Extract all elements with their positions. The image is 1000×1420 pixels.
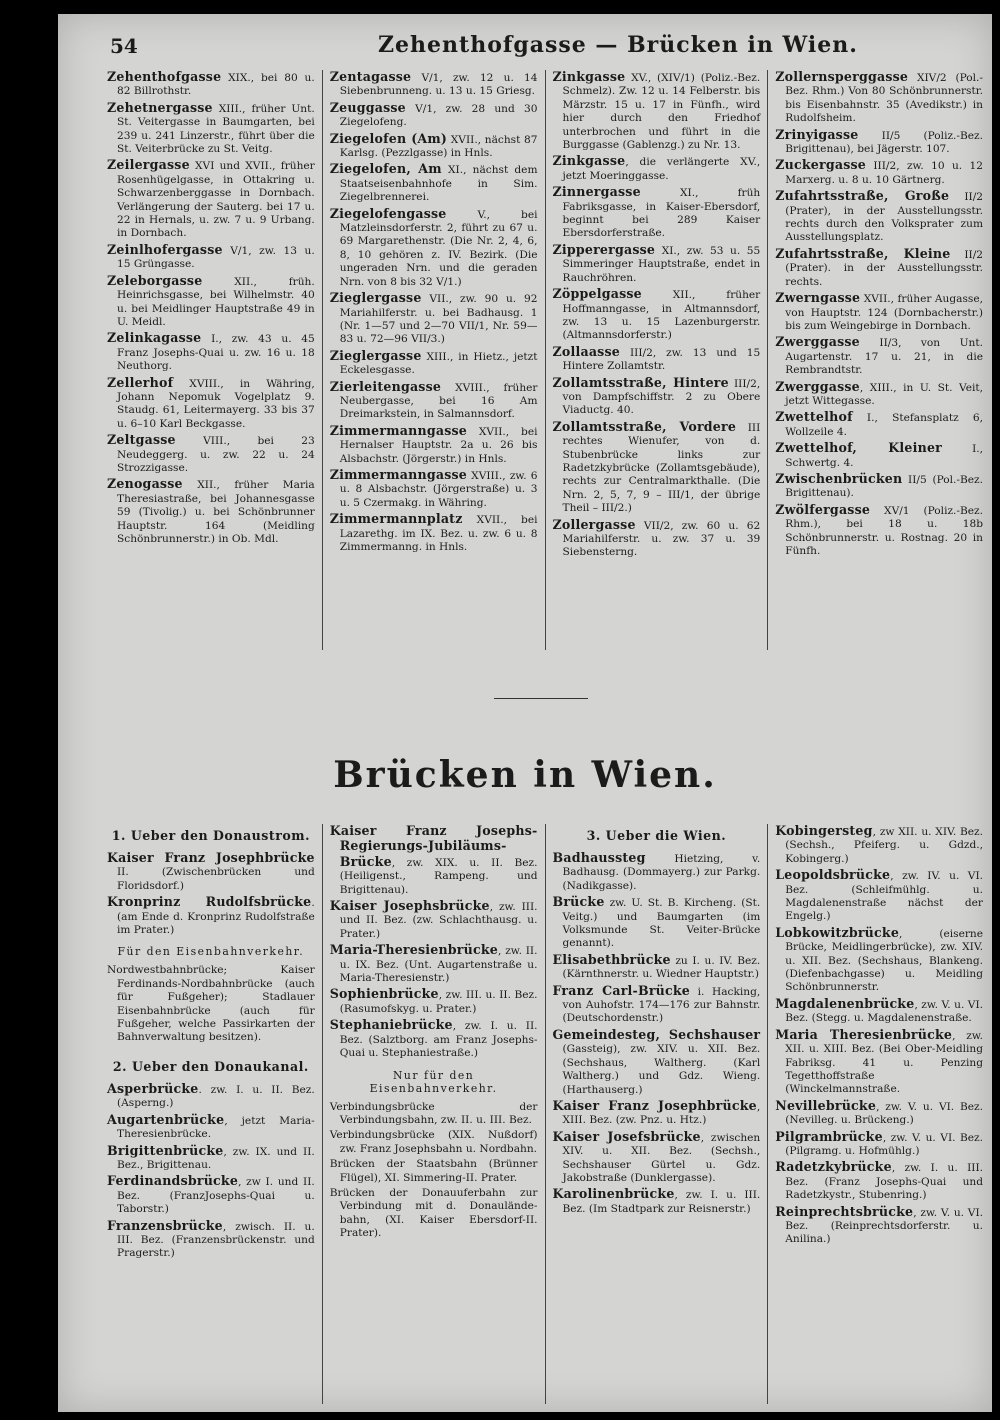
directory-entry: [553, 953, 761, 982]
directory-entry: [107, 274, 315, 330]
entry-text: Verbindungsbrücke (XIX. Nußdorf) zw. Franz Josephsbahn u. Nordbahn.: [329, 1129, 538, 1155]
subheading: Nur für den Eisenbahnverkehr.: [369, 1068, 498, 1095]
entry-headword: Radetzkybrücke: [775, 1159, 892, 1175]
directory-entry: [553, 345, 761, 374]
directory-entry: [107, 331, 315, 373]
entry-text: I., Stefansplatz 6, Wollzeile 4.: [785, 412, 983, 438]
directory-entry: [107, 433, 315, 475]
entry-text: III/2, von Dampfschiffstr. 2 zu Obere Viaductg. 40.: [562, 377, 761, 417]
entry-text: Brücken der Donauuferbahn zur Verbindung mit d. Donaulände-bahn, (XI. Kaiser Ebersdorf-II. Prater).: [329, 1186, 538, 1240]
entry-text: , zwischen XIV. u. XII. Bez. (Sechsh., Sechshauser Gürtel u. Gdz. Jakobstraße (Dunklergasse).: [562, 1131, 761, 1184]
entry-text: II/2 (Prater), in der Ausstellungsstr. rechts durch den Volksprater zum Ausstellungsplatz.: [785, 191, 984, 244]
entry-text: III/2, zw. 10 u. 12 Marxerg. u. 8 u. 10 Gärtnerg.: [785, 160, 983, 186]
street-column-3: [545, 70, 768, 650]
directory-entry: [775, 1099, 983, 1128]
directory-entry: [775, 868, 983, 924]
directory-entry: [775, 997, 983, 1026]
entry-list: [330, 1101, 538, 1241]
entry-text: Hietzing, v. Badhausg. (Dommayerg.) zur Parkg. (Nadikgasse).: [562, 853, 761, 892]
street-column-2: [322, 70, 545, 650]
entry-text: zw. U. St. B. Kircheng. (St. Veitg.) und Baumgarten (im Volksmunde St. Veiter-Brücke genannt).: [562, 897, 761, 950]
directory-entry: [107, 243, 315, 272]
directory-entry: [775, 70, 983, 126]
entry-text: XI., zw. 53 u. 55 Simmeringer Hauptstraße, endet in Rauchröhren.: [562, 244, 761, 284]
directory-entry: [107, 70, 315, 99]
entry-headword: Zinkgasse: [552, 153, 626, 169]
directory-page: [58, 14, 992, 1412]
entry-text: , zw. I. u. II. Bez. (Salztborg. am Franz Josephs-Quai u. Stephaniestraße.): [339, 1020, 538, 1060]
section-heading: 1. Ueber den Donaustrom.: [111, 828, 310, 843]
directory-entry: [107, 376, 315, 432]
entry-text: , zw. I. u. III. Bez. (Franz Josephs-Quai und Radetzkystr., Stubenring.): [785, 1162, 983, 1202]
directory-entry: [330, 291, 538, 347]
entry-text: XII., früh. Heinrichsgasse, bei Wilhelmstr. 40 u. bei Meidlinger Hauptstraße 49 in U. Meidl.: [117, 275, 315, 328]
entry-headword: Zollamtsstraße, Hintere: [552, 374, 729, 390]
entry-text: , zw. V. u. VI. Bez. (Nevilleg. u. Brückeng.): [785, 1100, 983, 1127]
directory-entry: [553, 851, 761, 893]
entry-list: [107, 1082, 315, 1261]
entry-text: XII., früher Hoffmanngasse, in Altmannsdorf, zw. 13 u. 15 Lazenburgerstr. (Altmannsdorferstr.): [562, 289, 761, 342]
directory-entry: [107, 895, 315, 937]
entry-headword: Zimmermanngasse: [329, 422, 467, 438]
bridges-columns: [100, 824, 990, 1404]
entry-text: , zw. V. u. VI. Bez. (Reinprechtsdorferstr. u. Anilina.): [785, 1206, 983, 1246]
directory-entry: [330, 132, 538, 161]
entry-text: , zw I. und II. Bez. (FranzJosephs-Quai u. Taborstr.): [117, 1176, 315, 1216]
entry-headword: Zehenthofgasse: [107, 70, 222, 84]
entry-headword: Ziegelofengasse: [329, 205, 447, 221]
entry-text: XVIII., früher Neubergasse, bei 16 Am Dreimarkstein, in Salmannsdorf.: [339, 381, 538, 421]
entry-text: V/1, zw. 28 und 30 Ziegelofeng.: [339, 102, 538, 129]
entry-text: II/3, von Unt. Augartenstr. 17 u. 21, in die Rembrandtstr.: [785, 337, 983, 377]
entry-headword: Leopoldsbrücke: [775, 867, 891, 883]
entry-headword: Kronprinz Rudolfsbrücke: [107, 894, 312, 910]
directory-entry: [330, 824, 538, 897]
entry-headword: Reinprechtsbrücke: [775, 1203, 914, 1219]
entry-text: VIII., bei 23 Neudeggerg. u. zw. 22 u. 24 Strozzigasse.: [117, 435, 315, 474]
directory-entry: [775, 503, 983, 559]
entry-headword: Zinkgasse: [552, 70, 626, 84]
directory-entry: [775, 1130, 983, 1159]
entry-text: XIX., bei 80 u. 82 Billrothstr.: [117, 72, 315, 98]
entry-text: XVII., nächst 87 Karlsg. (Pezzlgasse) in Hnls.: [339, 133, 538, 160]
street-column-1: [100, 70, 322, 650]
entry-text: II. (Zwischenbrücken und Floridsdorf.): [117, 866, 315, 892]
directory-entry: [330, 1129, 538, 1156]
page-header: [58, 30, 992, 66]
directory-entry: [107, 477, 315, 546]
directory-entry: [330, 899, 538, 941]
entry-headword: Zufahrtsstraße, Große: [775, 188, 950, 204]
bridges-column-4: [767, 824, 990, 1404]
directory-entry: [330, 1018, 538, 1060]
entry-text: (Gassteig), zw. XIV. u. XII. Bez. (Sechshaus, Waltherg. (Karl Waltherg.) und Gdz. Wieng. (Harthauserg.): [562, 1043, 761, 1096]
entry-headword: Brigittenbrücke: [107, 1142, 224, 1158]
entry-text: , XIII., in U. St. Veit, jetzt Wittegasse.: [785, 381, 983, 407]
directory-entry: [775, 247, 983, 289]
entry-headword: Nevillebrücke: [775, 1097, 877, 1113]
entry-headword: Elisabethbrücke: [552, 951, 671, 967]
entry-headword: Ferdinandsbrücke: [107, 1173, 239, 1189]
entry-headword: Zellerhof: [107, 374, 174, 390]
directory-entry: [107, 158, 315, 240]
entry-headword: Kaiser Josephsbrücke: [329, 898, 490, 914]
main-title: Brücken in Wien.: [333, 754, 717, 796]
entry-text: XVII., bei Lazarethg. im IX. Bez. u. zw. 6 u. 8 Zimmermanng. in Hnls.: [339, 514, 538, 553]
entry-headword: Franzensbrücke: [107, 1217, 223, 1233]
entry-text: II/2 (Prater). in der Ausstellungsstr. rechts.: [785, 248, 984, 288]
entry-text: , zw. V. u. VI. Bez. (Stegg. u. Magdalenenstraße.: [785, 998, 983, 1025]
entry-headword: Zollernsperggasse: [775, 70, 909, 84]
entry-headword: Zwölfergasse: [775, 501, 871, 517]
directory-entry: [775, 472, 983, 501]
entry-headword: Lobkowitzbrücke: [775, 924, 900, 940]
directory-entry: [553, 1099, 761, 1128]
entry-headword: Zwerggasse: [775, 334, 860, 350]
bridges-column-1: [100, 824, 322, 1404]
directory-entry: [107, 101, 315, 157]
directory-entry: [330, 349, 538, 378]
entry-headword: Zinnergasse: [552, 184, 641, 200]
entry-headword: Zwettelhof: [775, 409, 853, 425]
entry-text: II/5 (Poliz.-Bez. Brigittenau), bei Jägerstr. 107.: [785, 129, 983, 156]
entry-list: [330, 824, 538, 1061]
entry-headword: Zufahrtsstraße, Kleine: [775, 245, 951, 261]
directory-entry: [775, 189, 983, 245]
entry-text: , zwisch. II. u. III. Bez. (Franzensbrückenstr. und Pragerstr.): [117, 1220, 315, 1260]
page-number: 54: [110, 34, 138, 58]
entry-text: , zw. III. und II. Bez. (zw. Schlachthausg. u. Prater.): [339, 901, 538, 940]
directory-entry: [107, 851, 315, 893]
bridges-column-2: [322, 824, 545, 1404]
entry-headword: Karolinenbrücke: [552, 1186, 675, 1202]
entry-text: Verbindungsbrücke der Verbindungsbahn, zw. II. u. III. Bez.: [329, 1100, 538, 1126]
entry-text: XVIII., in Währing, Johann Nepomuk Vogelplatz 9. Staudg. 61, Leitermayerg. 33 bis 37 u. 6–10 Karl Beckgasse.: [117, 377, 315, 430]
directory-entry: [775, 824, 983, 866]
street-column-4: [767, 70, 990, 650]
entry-headword: Brücke: [552, 894, 605, 910]
directory-entry: [775, 335, 983, 377]
entry-headword: Zelinkagasse: [107, 330, 202, 346]
entry-list: [107, 851, 315, 937]
entry-text: , zw. II. u. IX. Bez. (Unt. Augartenstraße u. Maria-Theresienstr.): [339, 945, 538, 985]
section-divider: [494, 698, 588, 699]
entry-list: [553, 851, 761, 1216]
entry-headword: Asperbrücke: [107, 1080, 199, 1096]
directory-entry: [553, 984, 761, 1026]
entry-text: , zw. I. u. III. Bez. (Im Stadtpark zur Reisnerstr.): [562, 1189, 761, 1215]
entry-headword: Zierleitengasse: [329, 378, 442, 394]
entry-text: V/1, zw. 12 u. 14 Siebenbrunneng. u. 13 u. 15 Griesg.: [339, 72, 538, 98]
entry-headword: Zwerggasse: [775, 378, 860, 394]
entry-text: , zw. V. u. VI. Bez. (Pilgramg. u. Hofmühlg.): [785, 1131, 983, 1157]
entry-text: XIII., früher Unt. St. Veitergasse in Baumgarten, bei 239 u. 241 Linzerstr., führt über die St. Veiterbrücke zu St. Veitg.: [117, 102, 315, 156]
entry-text: , zw. IX. und II. Bez., Brigittenau.: [117, 1145, 315, 1171]
directory-entry: [330, 207, 538, 289]
entry-text: i. Hacking, von Auhofstr. 174—176 zur Bahnstr. (Deutschordenstr.): [562, 985, 761, 1025]
entry-text: , zw XII. u. XIV. Bez. (Sechsh., Pfeiferg. u. Gdzd., Kobingerg.): [785, 826, 983, 865]
entry-headword: Zenogasse: [107, 476, 183, 492]
entry-headword: Zieglergasse: [329, 290, 422, 306]
entry-text: , zw. IV. u. VI. Bez. (Schleifmühlg. u. Magdalenenstraße nächst der Engelg.): [785, 870, 983, 923]
rail-bridges-text: Nordwestbahnbrücke; Kaiser Ferdinands-Nordbahnbrücke (auch für Fußgeher); Stadlauer Eisenbahnbrücke (auch für Fußgeher, welche Passirkarten der Bahnverwaltung besitzen).: [107, 964, 315, 1044]
directory-entry: [107, 1113, 315, 1142]
entry-headword: Zentagasse: [329, 70, 412, 84]
directory-entry: [330, 1158, 538, 1185]
entry-headword: Zipperergasse: [552, 241, 656, 257]
entry-text: XVII., früher Augasse, von Hauptstr. 124 (Dornbacherstr.) bis zum Weingebirge in Dornbach.: [785, 293, 983, 332]
directory-entry: [553, 287, 761, 343]
entry-headword: Kaiser Franz Josephs-Regierungs-Jubiläums-Brücke: [329, 824, 538, 869]
directory-entry: [553, 376, 761, 418]
entry-text: XIII., in Hietz., jetzt Eckelesgasse.: [339, 350, 538, 377]
directory-entry: [330, 101, 538, 130]
entry-headword: Zöppelgasse: [552, 286, 642, 302]
entry-text: , (eiserne Brücke, Meidlingerbrücke), zw. XIV. u. XII. Bez. (Sechshaus, Blankeng. (Diefenbachgasse) u. Meidling Schönbrunnerstr.: [785, 927, 983, 994]
entry-headword: Zeilergasse: [107, 157, 190, 173]
directory-entry: [775, 158, 983, 187]
entry-text: , zw. XII. u. XIII. Bez. (Bei Ober-Meidling Fabriksg. 41 u. Penzing Tegetthoffstraße (Winckelmannstraße.: [785, 1029, 983, 1096]
directory-entry: [553, 518, 761, 560]
directory-entry: [553, 243, 761, 285]
entry-headword: Zollergasse: [552, 516, 636, 532]
directory-entry: [775, 1160, 983, 1202]
entry-headword: Zrinyigasse: [775, 126, 859, 142]
entry-text: XVII., bei Hernalser Hauptstr. 2a u. 26 bis Alsbachstr. (Jörgerstr.) in Hnls.: [339, 425, 538, 465]
entry-headword: Zimmermanngasse: [329, 466, 467, 482]
entry-headword: Badhaussteg: [552, 850, 646, 865]
entry-text: XVI und XVII., früher Rosenhügelgasse, in Ottakring u. Schwarzenberggasse in Dornbach. Verlängerung der Sauterg. bei 17 u. 22 in Hernals, u. zw. 7 u. 9 Urbang. in Dornbach.: [117, 160, 315, 240]
entry-headword: Ziegelofen, Am: [329, 161, 442, 177]
entry-headword: Gemeindesteg, Sechshauser: [552, 1026, 761, 1042]
directory-entry: [107, 1219, 315, 1261]
entry-text: . (am Ende d. Kronprinz Rudolfstraße im Prater.): [117, 897, 315, 937]
entry-headword: Zehetnergasse: [107, 99, 213, 115]
directory-entry: [330, 70, 538, 99]
entry-headword: Zieglergasse: [329, 347, 422, 363]
directory-entry: [775, 380, 983, 409]
entry-text: Brücken der Staatsbahn (Brünner Flügel), XI. Simmering-II. Prater.: [329, 1158, 538, 1184]
directory-entry: [330, 468, 538, 510]
entry-headword: Zeltgasse: [107, 432, 176, 448]
entry-headword: Zimmermannplatz: [329, 511, 463, 527]
directory-entry: [107, 1144, 315, 1173]
entry-text: VII/2, zw. 60 u. 62 Mariahilferstr. u. zw. 37 u. 39 Siebensterng.: [562, 519, 761, 559]
entry-text: XIV/2 (Pol.-Bez. Rhm.) Von 80 Schönbrunnerstr. bis Eisenbahnstr. 35 (Avedikstr.) in Rudolfsheim.: [785, 72, 983, 125]
directory-entry: [330, 380, 538, 422]
directory-entry: [553, 185, 761, 241]
entry-headword: Sophienbrücke: [329, 986, 439, 1002]
entry-headword: Ziegelofen (Am): [329, 130, 448, 146]
bridges-column-3: [545, 824, 768, 1404]
entry-headword: Magdalenenbrücke: [775, 995, 915, 1011]
directory-entry: [553, 1187, 761, 1216]
entry-list: [775, 824, 983, 1247]
entry-text: XI., früh Fabriksgasse, in Kaiser-Ebersdorf, beginnt bei 289 Kaiser Ebersdorferstraße.: [562, 187, 761, 240]
entry-headword: Zeinlhofergasse: [107, 241, 223, 257]
entry-headword: Kobingersteg: [775, 824, 873, 838]
directory-entry: [775, 926, 983, 995]
entry-text: I., Schwertg. 4.: [785, 443, 983, 469]
entry-text: VII., zw. 90 u. 92 Mariahilferstr. u. bei Badhausg. 1 (Nr. 1—57 und 2—70 VII/1, Nr. 59—83 u. 72—96 VII/3.): [339, 293, 538, 346]
directory-entry: [107, 1082, 315, 1111]
entry-text: , die verlängerte XV., jetzt Moeringgasse.: [562, 156, 761, 182]
entry-text: , jetzt Maria-Theresienbrücke.: [117, 1114, 315, 1141]
entry-headword: Kaiser Josefsbrücke: [552, 1128, 701, 1144]
entry-text: I., zw. 43 u. 45 Franz Josephs-Quai u. zw. 16 u. 18 Neuthorg.: [117, 333, 315, 373]
entry-headword: Stephaniebrücke: [329, 1017, 453, 1033]
entry-text: III/2, zw. 13 und 15 Hintere Zollamtstr.: [562, 346, 761, 373]
directory-entry: [553, 420, 761, 516]
entry-headword: Pilgrambrücke: [775, 1128, 883, 1144]
directory-entry: [330, 987, 538, 1016]
entry-headword: Zwerngasse: [775, 290, 861, 306]
entry-text: III rechtes Wienufer, von d. Stubenbrücke links zur Radetzkybrücke (Zollamtsgebäude), rechts zur Centralmarkthalle. (Die Nrn. 2, 5, 7, 9 – III/1, der übrige Theil – III/2.): [562, 421, 761, 515]
street-index-columns: [100, 70, 990, 650]
directory-entry: [775, 441, 983, 470]
entry-text: XVIII., zw. 6 u. 8 Alsbachstr. (Jörgerstraße) u. 3 u. 5 Czermakg. in Währing.: [339, 469, 538, 509]
entry-headword: Zollaasse: [552, 343, 620, 359]
directory-entry: [553, 895, 761, 951]
directory-entry: [775, 291, 983, 333]
entry-text: , zw. XIX. u. II. Bez. (Heiligenst., Rampeng. und Brigittenau).: [339, 856, 538, 896]
section-heading: 3. Ueber die Wien.: [586, 828, 727, 843]
entry-headword: Zeleborgasse: [107, 272, 203, 288]
entry-text: zu I. u. IV. Bez. (Kärnthnerstr. u. Wiedner Hauptstr.): [562, 954, 761, 981]
entry-text: . zw. I. u. II. Bez. (Asperng.): [117, 1083, 315, 1110]
directory-entry: [553, 1028, 761, 1097]
entry-headword: Franz Carl-Brücke: [552, 982, 691, 998]
directory-entry: [553, 70, 761, 152]
entry-headword: Kaiser Franz Josephbrücke: [107, 850, 315, 865]
directory-entry: [775, 128, 983, 157]
directory-entry: [107, 1174, 315, 1216]
entry-text: V/1, zw. 13 u. 15 Grüngasse.: [117, 244, 315, 271]
entry-text: , zw. III. u. II. Bez. (Rasumofskyg. u. Prater.): [339, 989, 538, 1015]
directory-entry: [553, 1130, 761, 1186]
directory-entry: [775, 1205, 983, 1247]
entry-text: XV., (XIV/1) (Poliz.-Bez. Schmelz). Zw. 12 u. 14 Felberstr. bis Märzstr. 15 u. 17 in Fünfh., wird hier durch den Friedhof unterbrochen und führt in die Burggasse (Gablenzg.) zu Nr. 13.: [562, 72, 761, 152]
entry-text: II/5 (Pol.-Bez. Brigittenau).: [785, 473, 983, 500]
entry-text: XV/1 (Poliz.-Bez. Rhm.), bei 18 u. 18b Schönbrunnerstr. u. Rostnag. 20 in Fünfh.: [785, 504, 983, 557]
entry-headword: Zollamtsstraße, Vordere: [552, 418, 737, 434]
directory-entry: [330, 1101, 538, 1128]
entry-headword: Augartenbrücke: [107, 1111, 225, 1127]
directory-entry: [330, 424, 538, 466]
section-heading: 2. Ueber den Donaukanal.: [112, 1058, 309, 1074]
entry-text: XI., nächst dem Staatseisenbahnhofe in Sim. Ziegelbrennerei.: [339, 164, 538, 204]
directory-entry: [330, 162, 538, 204]
entry-text: XII., früher Maria Theresiastraße, bei Johannesgasse 59 (Tivolig.) u. bei Schönbrunner Hauptstr. 164 (Meidling Schönbrunnerstr.) in Ob. Mdl.: [117, 479, 315, 545]
entry-headword: Kaiser Franz Josephbrücke: [552, 1097, 757, 1113]
entry-headword: Zwettelhof, Kleiner: [775, 440, 943, 456]
subheading: Für den Eisenbahnverkehr.: [117, 945, 305, 959]
entry-headword: Zeuggasse: [329, 99, 406, 115]
directory-entry: [330, 512, 538, 554]
directory-entry: [553, 154, 761, 183]
entry-text: V., bei Matzleinsdorferstr. 2, führt zu 67 u. 69 Margarethenstr. (Die Nr. 2, 4, 6, 8, 10 gehören z. IV. Bezirk. (Die ungeraden Nrn. und die geraden Nrn. von 8 bis 32 V/1.): [339, 208, 538, 288]
directory-entry: [775, 1028, 983, 1097]
directory-entry: [775, 410, 983, 439]
entry-headword: Zwischenbrücken: [775, 470, 903, 486]
entry-text: , XIII. Bez. (zw. Pnz. u. Htz.): [562, 1100, 761, 1127]
entry-headword: Maria Theresienbrücke: [775, 1026, 953, 1042]
entry-headword: Maria-Theresienbrücke: [329, 942, 499, 958]
entry-headword: Zuckergasse: [775, 157, 866, 173]
running-title: Zehenthofgasse — Brücken in Wien.: [378, 32, 858, 58]
directory-entry: [330, 943, 538, 985]
directory-entry: [330, 1187, 538, 1241]
